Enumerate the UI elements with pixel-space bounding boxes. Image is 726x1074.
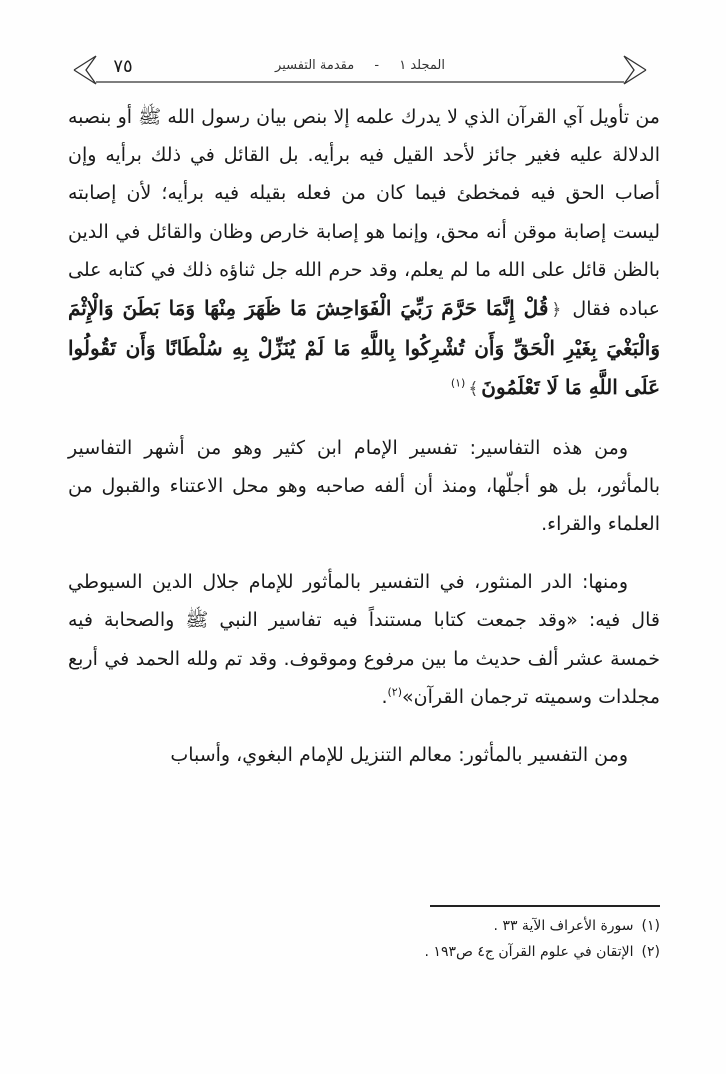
footnote-2-number: (٢) bbox=[641, 944, 660, 960]
section-title: مقدمة التفسير bbox=[275, 58, 355, 73]
footnotes bbox=[68, 913, 660, 965]
footnote-2-text: الإتقان في علوم القرآن ج٤ ص١٩٣ . bbox=[424, 944, 634, 960]
running-header bbox=[60, 50, 660, 90]
running-title bbox=[210, 58, 510, 73]
title-separator: - bbox=[374, 58, 380, 73]
footnote-2 bbox=[68, 939, 660, 965]
main-text bbox=[68, 98, 660, 774]
paragraph-3-text: ومنها: الدر المنثور، في التفسير بالمأثور للإمام جلال الدين السيوطي قال فيه: «وقد جمعت كتابا مستنداً فيه تفاسير النبي ﷺ والصحابة فيه خمسة عشر ألف حديث ما بين مرفوع وموقوف. وقد تم ولله الحمد في أربع مجلدات وسميته ترجمان القرآن» bbox=[68, 571, 660, 708]
quran-bracket-close: ﴾ bbox=[468, 379, 479, 400]
paragraph-3 bbox=[68, 563, 660, 716]
paragraph-3-end: . bbox=[381, 685, 388, 708]
paragraph-1 bbox=[68, 98, 660, 409]
quran-bracket-open: ﴿ bbox=[551, 300, 562, 321]
footnote-divider bbox=[430, 905, 660, 907]
footnote-1-number: (١) bbox=[641, 918, 660, 934]
footnote-1 bbox=[68, 913, 660, 939]
paragraph-4: ومن التفسير بالمأثور: معالم التنزيل للإمام البغوي، وأسباب bbox=[170, 744, 628, 767]
book-title: المجلد ١ bbox=[399, 58, 445, 73]
footnote-ref-2: (٢) bbox=[387, 685, 403, 699]
footnote-ref-1: (١) bbox=[450, 377, 466, 391]
footnote-1-text: سورة الأعراف الآية ٣٣ . bbox=[493, 918, 634, 934]
paragraph-1-text: من تأويل آي القرآن الذي لا يدرك علمه إلا بنص بيان رسول الله ﷺ أو بنصبه الدلالة عليه فغير جائز لأحد القيل فيه برأيه. بل القائل في ذلك برأيه وإن أصاب الحق فيه فمخطئ فيما كان من فعله بقيله فيه برأيه؛ لأن إصابته ليست إصابة موقن أنه محق، وإنما هو إصابة خارص وظان والقائل في الدين بالظن قائل على الله ما لم يعلم، وقد حرم الله جل ثناؤه ذلك في كتابه على عباده فقال bbox=[68, 106, 660, 321]
paragraph-2: ومن هذه التفاسير: تفسير الإمام ابن كثير وهو من أشهر التفاسير بالمأثور، بل هو أجلّها، ومنذ أن ألفه صاحبه وهو محل الاعتناء والقبول من العلماء والقراء. bbox=[68, 436, 660, 536]
page-number: ٧٥ bbox=[113, 56, 133, 77]
quran-verse: قُلْ إِنَّمَا حَرَّمَ رَبِّيَ الْفَوَاحِشَ مَا ظَهَرَ مِنْهَا وَمَا بَطَنَ وَالْإِثْمَ وَالْبَغْيَ بِغَيْرِ الْحَقِّ وَأَن تُشْرِكُوا بِاللَّهِ مَا لَمْ يُنَزِّلْ بِهِ سُلْطَانًا وَأَن تَقُولُوا عَلَى اللَّهِ مَا لَا تَعْلَمُونَ bbox=[68, 296, 660, 400]
